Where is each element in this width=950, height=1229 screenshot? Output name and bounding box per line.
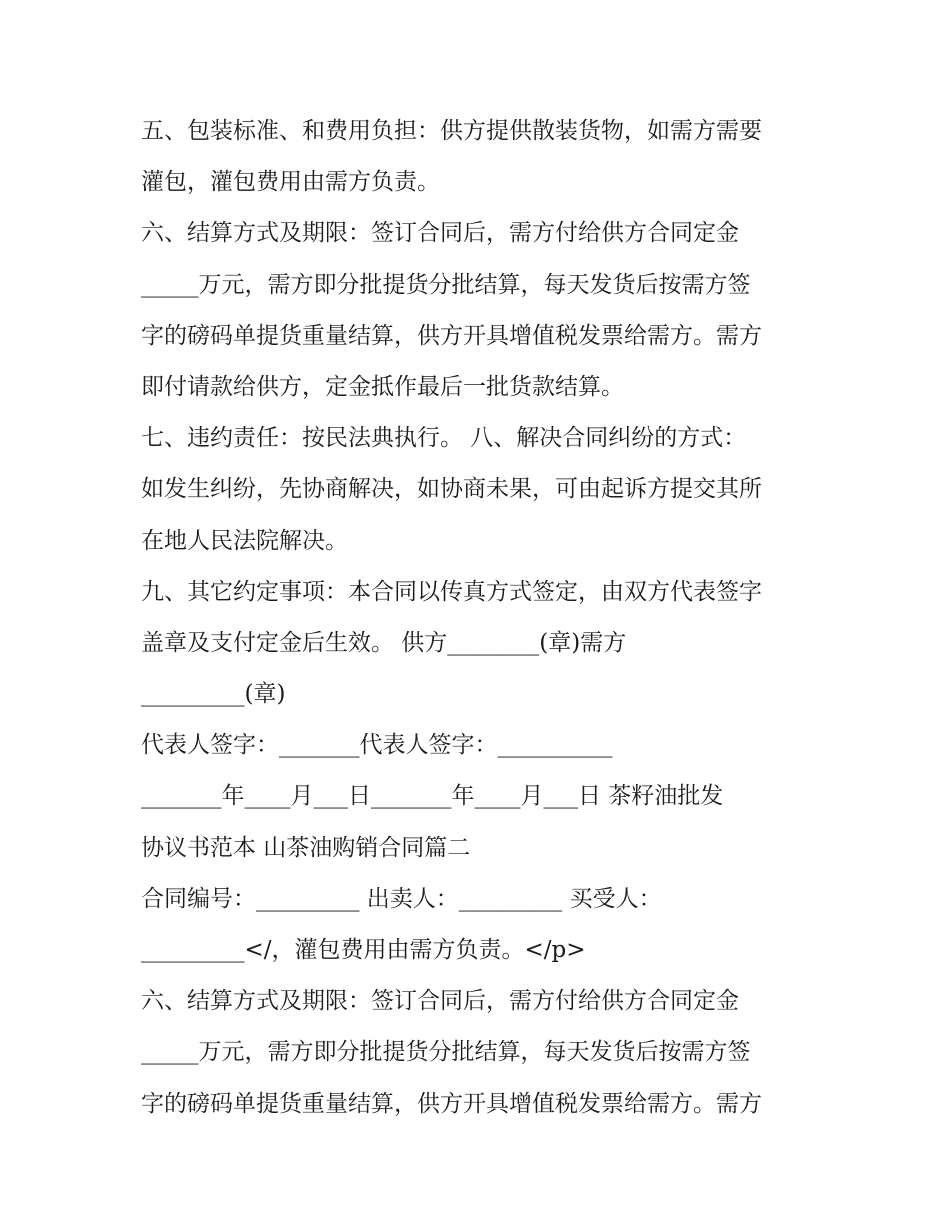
text-line: _________(章) [141, 681, 286, 708]
text-line: 在地人民法院解决。 [141, 527, 348, 554]
text-line: 如发生纠纷，先协商解决，如协商未果，可由起诉方提交其所 [141, 476, 762, 503]
text-line: 即付请款给供方，定金抵作最后一批货款结算。 [141, 373, 624, 400]
text-line: 字的磅码单提货重量结算，供方开具增值税发票给需方。需方 [141, 322, 762, 349]
text-line: 代表人签字：_______代表人签字：__________ [141, 732, 613, 759]
text-line: _____万元，需方即分批提货分批结算，每天发货后按需方签 [141, 1039, 751, 1066]
text-line: 六、结算方式及期限：签订合同后，需方付给供方合同定金 [141, 988, 739, 1015]
text-line: _______年____月___日_______年____月___日 茶籽油批发 [141, 783, 724, 810]
text-line: 协议书范本 山茶油购销合同篇二 [141, 834, 471, 861]
text-line: 字的磅码单提货重量结算，供方开具增值税发票给需方。需方 [141, 1090, 762, 1117]
text-line: 五、包装标准、和费用负担：供方提供散装货物，如需方需要 [141, 118, 762, 144]
text-line: 七、违约责任：按民法典执行。 八、解决合同纠纷的方式： [141, 425, 747, 452]
text-line: _____万元，需方即分批提货分批结算，每天发货后按需方签 [141, 271, 751, 298]
text-line: _________</，灌包费用由需方负责。</p> [141, 937, 586, 963]
text-line: 九、其它约定事项：本合同以传真方式签定，由双方代表签字 [141, 578, 762, 605]
contract-text [141, 106, 821, 1130]
text-line: 合同编号：_________ 出卖人：_________ 买受人： [141, 885, 662, 912]
text-line: 灌包，灌包费用由需方负责。 [141, 169, 440, 196]
text-line: 盖章及支付定金后生效。 供方________(章)需方 [141, 629, 627, 656]
text-line: 六、结算方式及期限：签订合同后，需方付给供方合同定金 [141, 220, 739, 247]
